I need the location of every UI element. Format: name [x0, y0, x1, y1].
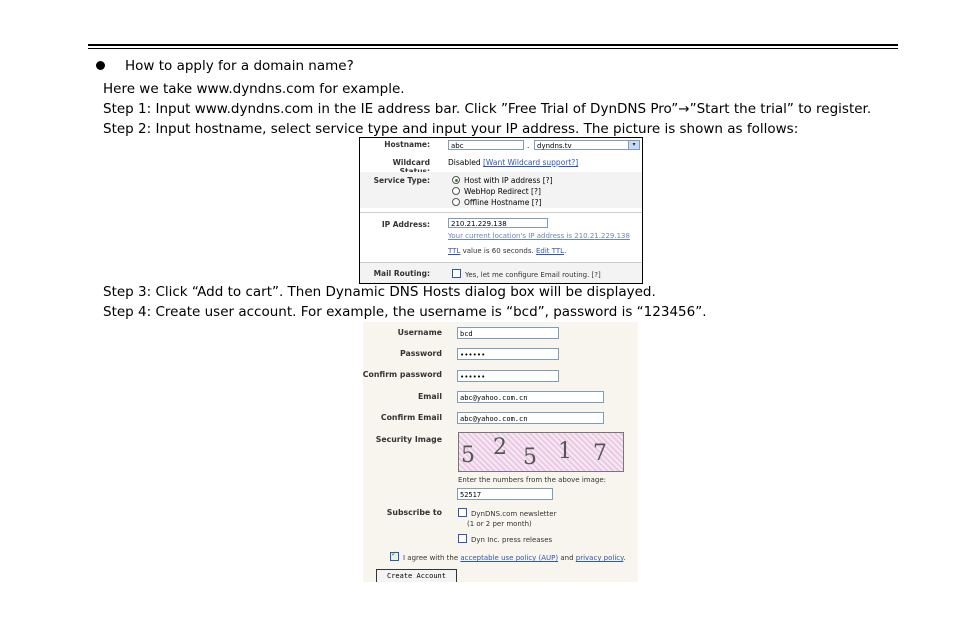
checkbox-icon[interactable] — [458, 508, 467, 517]
create-account-button[interactable]: Create Account — [376, 569, 457, 582]
email-input[interactable]: abc@yahoo.com.cn — [457, 391, 604, 403]
hostname-dot: . — [527, 141, 530, 150]
ttl-abbr: TTL — [448, 247, 461, 255]
confirm-email-label: Confirm Email — [380, 413, 442, 422]
confirm-email-input[interactable]: abc@yahoo.com.cn — [457, 412, 604, 424]
ip-address-input[interactable]: 210.21.229.138 — [448, 218, 548, 228]
step1-paragraph: Step 1: Input www.dyndns.com in the IE address bar. Click ”Free Trial of DynDNS Pro”→”Start the trial” to register. — [103, 101, 872, 117]
captcha-digit: 2 — [493, 435, 507, 460]
chevron-down-icon[interactable]: ▾ — [628, 141, 639, 149]
mail-routing-label: Mail Routing: — [373, 269, 430, 278]
password-input[interactable]: •••••• — [457, 348, 559, 360]
wildcard-label: Wildcard — [392, 158, 430, 167]
ip-address-label: IP Address: — [381, 220, 430, 229]
service-option-webhop[interactable]: WebHop Redirect [?] — [452, 187, 541, 196]
press-releases-option[interactable]: Dyn Inc. press releases — [458, 534, 552, 544]
hostname-label: Hostname: — [384, 140, 430, 149]
newsletter-option[interactable]: DynDNS.com newsletter — [458, 508, 556, 518]
mail-routing-option[interactable]: Yes, let me configure Email routing. [?] — [452, 269, 601, 279]
wildcard-support-link[interactable]: [Want Wildcard support?] — [482, 158, 579, 167]
current-ip-hint: Your current location's IP address is 210.21.229.138 — [448, 232, 630, 240]
radio-icon[interactable] — [452, 187, 460, 195]
captcha-digit: 1 — [558, 439, 572, 464]
domain-select[interactable] — [534, 140, 640, 150]
radio-icon[interactable] — [452, 198, 460, 206]
agree-line: ✓I agree with the acceptable use policy (AUP) and privacy policy. — [390, 552, 626, 562]
ttl-line: TTL value is 60 seconds. Edit TTL. — [448, 247, 567, 255]
aup-link[interactable]: acceptable use policy (AUP) — [460, 554, 559, 562]
hostname-form-screenshot — [359, 137, 643, 284]
hostname-input[interactable]: abc — [448, 140, 524, 150]
top-rule-thin — [88, 48, 898, 49]
wildcard-status-text: Disabled — [448, 158, 481, 167]
captcha-digit: 5 — [523, 445, 537, 470]
password-label: Password — [399, 349, 442, 358]
divider — [360, 212, 642, 213]
create-account-screenshot — [363, 322, 638, 582]
edit-ttl-link[interactable]: Edit TTL — [535, 247, 565, 255]
captcha-hint: Enter the numbers from the above image: — [458, 476, 606, 484]
captcha-input[interactable]: 52517 — [457, 488, 553, 500]
newsletter-frequency: (1 or 2 per month) — [467, 520, 532, 528]
privacy-policy-link[interactable]: privacy policy — [575, 554, 624, 562]
subscribe-label: Subscribe to — [386, 508, 442, 517]
security-image-label: Security Image — [375, 435, 442, 444]
intro-paragraph: Here we take www.dyndns.com for example. — [103, 81, 405, 97]
domain-select-value: dyndns.tv — [537, 142, 572, 150]
captcha-digit: 7 — [593, 441, 607, 466]
confirm-password-label: Confirm password — [363, 370, 442, 379]
section-heading: How to apply for a domain name? — [125, 58, 354, 74]
wildcard-value — [448, 158, 578, 167]
step3-paragraph: Step 3: Click “Add to cart”. Then Dynamic DNS Hosts dialog box will be displayed. — [103, 284, 656, 300]
checkbox-icon[interactable] — [458, 534, 467, 543]
checkbox-checked-icon[interactable] — [390, 552, 399, 561]
captcha-image — [458, 432, 624, 472]
username-input[interactable]: bcd — [457, 327, 559, 339]
radio-selected-icon[interactable] — [452, 176, 460, 184]
checkbox-icon[interactable] — [452, 269, 461, 278]
step2-paragraph: Step 2: Input hostname, select service type and input your IP address. The picture is shown as follows: — [103, 121, 799, 137]
email-label: Email — [417, 392, 442, 401]
bullet-icon — [96, 61, 105, 70]
captcha-digit: 5 — [461, 443, 475, 468]
confirm-password-input[interactable]: •••••• — [457, 370, 559, 382]
service-option-offline[interactable]: Offline Hostname [?] — [452, 198, 542, 207]
username-label: Username — [397, 328, 442, 337]
service-type-label: Service Type: — [373, 176, 430, 185]
top-rule — [88, 44, 898, 46]
step4-paragraph: Step 4: Create user account. For example, the username is “bcd”, password is “123456”. — [103, 304, 707, 320]
service-option-host[interactable]: Host with IP address [?] — [452, 176, 553, 185]
